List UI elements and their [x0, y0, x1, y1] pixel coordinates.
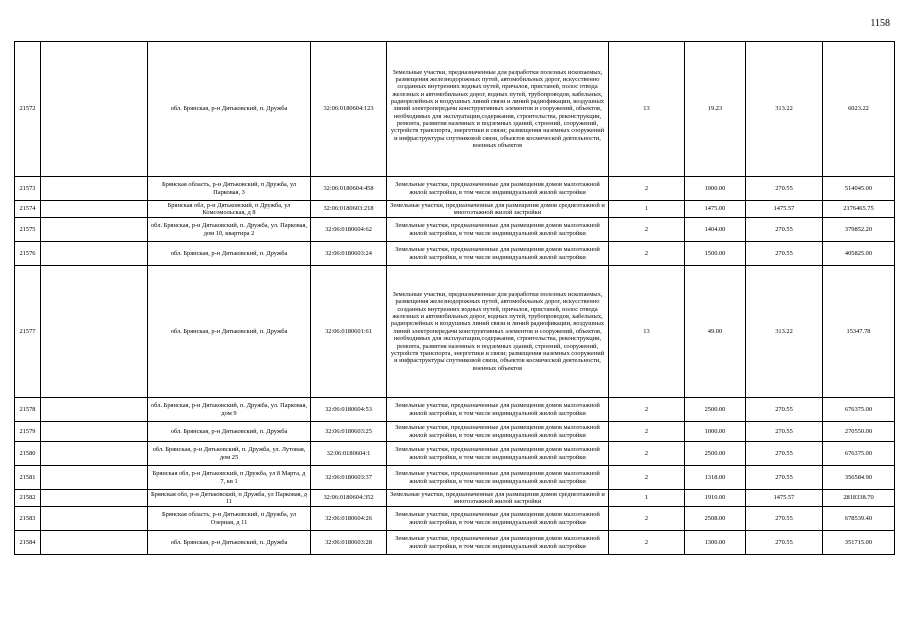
- use-group-code-cell: 1: [609, 490, 685, 507]
- table-row: [15, 201, 895, 218]
- cadastral-number-cell: 32:06:0180603:25: [311, 422, 387, 442]
- address-cell: обл. Брянская, р-н Дятьковский, п. Дружба: [148, 42, 311, 177]
- use-group-code-cell: 2: [609, 398, 685, 422]
- row-number-cell: 21572: [15, 42, 41, 177]
- row-number-cell: 21578: [15, 398, 41, 422]
- specific-value-cell: 1475.57: [746, 201, 823, 218]
- empty-cell: [41, 218, 148, 242]
- row-number-cell: 21576: [15, 242, 41, 266]
- specific-value-cell: 270.55: [746, 398, 823, 422]
- cadastral-number-cell: 32:06:0180604:352: [311, 490, 387, 507]
- cadastral-value-cell: 379852.20: [823, 218, 895, 242]
- table-row: [15, 466, 895, 490]
- cadastral-number-cell: 32:06:0180604:1: [311, 442, 387, 466]
- empty-cell: [41, 490, 148, 507]
- land-use-cell: Земельные участки, предназначенные для размещения домов малоэтажной жилой застройки, в том числе индивидуальной жилой застройки: [387, 398, 609, 422]
- empty-cell: [41, 201, 148, 218]
- area-cell: 19.23: [685, 42, 746, 177]
- table-row: [15, 218, 895, 242]
- specific-value-cell: 270.55: [746, 177, 823, 201]
- address-cell: обл. Брянская, р-н Дятьковский, п. Дружба, ул. Парковая, дом 9: [148, 398, 311, 422]
- cadastral-value-cell: 405825.00: [823, 242, 895, 266]
- address-cell: обл. Брянская, р-н Дятьковский, п. Дружба: [148, 531, 311, 555]
- use-group-code-cell: 2: [609, 218, 685, 242]
- area-cell: 1910.00: [685, 490, 746, 507]
- row-number-cell: 21583: [15, 507, 41, 531]
- cadastral-number-cell: 32:06:0180603:24: [311, 242, 387, 266]
- empty-cell: [41, 177, 148, 201]
- address-cell: Брянская область, р-н Дятьковский, п Дружба, ул Парковая, 3: [148, 177, 311, 201]
- empty-cell: [41, 466, 148, 490]
- row-number-cell: 21580: [15, 442, 41, 466]
- row-number-cell: 21573: [15, 177, 41, 201]
- use-group-code-cell: 2: [609, 422, 685, 442]
- specific-value-cell: 313.22: [746, 42, 823, 177]
- cadastral-value-cell: 356584.90: [823, 466, 895, 490]
- address-cell: обл. Брянская, р-н Дятьковский, п. Дружба: [148, 266, 311, 398]
- area-cell: 49.00: [685, 266, 746, 398]
- cadastral-number-cell: 32:06:0180604:26: [311, 507, 387, 531]
- cadastral-value-cell: 676375.00: [823, 398, 895, 422]
- specific-value-cell: 270.55: [746, 531, 823, 555]
- table-row: [15, 531, 895, 555]
- area-cell: 1500.00: [685, 242, 746, 266]
- cadastral-number-cell: 32:06:0180604:123: [311, 42, 387, 177]
- empty-cell: [41, 422, 148, 442]
- empty-cell: [41, 531, 148, 555]
- address-cell: Брянская обл, р-н Дятьковский, п Дружба, ул Парковая, д 11: [148, 490, 311, 507]
- use-group-code-cell: 2: [609, 531, 685, 555]
- area-cell: 1000.00: [685, 422, 746, 442]
- cadastral-value-cell: 15347.78: [823, 266, 895, 398]
- use-group-code-cell: 2: [609, 177, 685, 201]
- land-use-cell: Земельные участки, предназначенные для размещения домов среднеэтажной и многоэтажной жилой застройки: [387, 201, 609, 218]
- cadastral-value-cell: 678539.40: [823, 507, 895, 531]
- land-use-cell: Земельные участки, предназначенные для разработки полезных ископаемых, размещения железнодорожных путей, автомобильных дорог, искусственно созданных внутренних водных путей, причалов, пристаней, полос отвода железных и автомобильных дорог, водных путей, трубопроводов, кабельных, радиорелейных и воздушных линий связи и линий радиофикации, воздушных линий электропередачи конструктивных элементов и сооружений, объектов, необходимых для эксплуатации,содержания, строительства, реконструкции, ремонта, развития наземных и подземных зданий, строений, сооружений, устройств транспорта, энергетики и связи; размещения наземных сооружений и инфраструктуры спутниковой связи, объектов космической деятельности, военных объектов: [387, 266, 609, 398]
- land-use-cell: Земельные участки, предназначенные для размещения домов малоэтажной жилой застройки, в том числе индивидуальной жилой застройки: [387, 242, 609, 266]
- land-use-cell: Земельные участки, предназначенные для размещения домов малоэтажной жилой застройки, в том числе индивидуальной жилой застройки: [387, 507, 609, 531]
- land-use-cell: Земельные участки, предназначенные для размещения домов малоэтажной жилой застройки, в том числе индивидуальной жилой застройки: [387, 466, 609, 490]
- area-cell: 1900.00: [685, 177, 746, 201]
- area-cell: 1300.00: [685, 531, 746, 555]
- registry-table: [14, 41, 895, 555]
- land-use-cell: Земельные участки, предназначенные для размещения домов малоэтажной жилой застройки, в том числе индивидуальной жилой застройки: [387, 422, 609, 442]
- specific-value-cell: 270.55: [746, 507, 823, 531]
- row-number-cell: 21582: [15, 490, 41, 507]
- table-row: [15, 442, 895, 466]
- table-row: [15, 422, 895, 442]
- land-use-cell: Земельные участки, предназначенные для размещения домов среднеэтажной и многоэтажной жилой застройки: [387, 490, 609, 507]
- use-group-code-cell: 13: [609, 42, 685, 177]
- use-group-code-cell: 2: [609, 507, 685, 531]
- table-row: [15, 177, 895, 201]
- use-group-code-cell: 2: [609, 466, 685, 490]
- area-cell: 1475.00: [685, 201, 746, 218]
- area-cell: 1318.00: [685, 466, 746, 490]
- cadastral-number-cell: 32:06:0180604:458: [311, 177, 387, 201]
- use-group-code-cell: 13: [609, 266, 685, 398]
- empty-cell: [41, 442, 148, 466]
- cadastral-number-cell: 32:06:0180603:218: [311, 201, 387, 218]
- address-cell: обл. Брянская, р-н Дятьковский, п. Дружба, ул. Лутовая, дом 25: [148, 442, 311, 466]
- address-cell: Брянская обл, р-н Дятьковский, п Дружба, ул 8 Марта, д 7, кв 1: [148, 466, 311, 490]
- cadastral-number-cell: 32:06:0180603:37: [311, 466, 387, 490]
- cadastral-number-cell: 32:06:0180601:61: [311, 266, 387, 398]
- address-cell: обл. Брянская, р-н Дятьковский, п. Дружба: [148, 242, 311, 266]
- address-cell: обл. Брянская, р-н Дятьковский, п. Дружба: [148, 422, 311, 442]
- table-row: [15, 398, 895, 422]
- land-use-cell: Земельные участки, предназначенные для размещения домов малоэтажной жилой застройки, в том числе индивидуальной жилой застройки: [387, 218, 609, 242]
- empty-cell: [41, 507, 148, 531]
- area-cell: 2500.00: [685, 398, 746, 422]
- table-row: [15, 242, 895, 266]
- specific-value-cell: 270.55: [746, 466, 823, 490]
- land-use-cell: Земельные участки, предназначенные для разработки полезных ископаемых, размещения железнодорожных путей, автомобильных дорог, искусственно созданных внутренних водных путей, причалов, пристаней, полос отвода железных и автомобильных дорог, водных путей, трубопроводов, кабельных, радиорелейных и воздушных линий связи и линий радиофикации, воздушных линий электропередачи конструктивных элементов и сооружений, объектов, необходимых для эксплуатации,содержания, строительства, реконструкции, ремонта, развития наземных и подземных зданий, строений, сооружений, устройств транспорта, энергетики и связи; размещения наземных сооружений и инфраструктуры спутниковой связи, объектов космической деятельности, военных объектов: [387, 42, 609, 177]
- row-number-cell: 21577: [15, 266, 41, 398]
- land-use-cell: Земельные участки, предназначенные для размещения домов малоэтажной жилой застройки, в том числе индивидуальной жилой застройки: [387, 442, 609, 466]
- table-row: [15, 42, 895, 177]
- cadastral-number-cell: 32:06:0180604:62: [311, 218, 387, 242]
- use-group-code-cell: 2: [609, 242, 685, 266]
- row-number-cell: 21579: [15, 422, 41, 442]
- empty-cell: [41, 398, 148, 422]
- area-cell: 2500.00: [685, 442, 746, 466]
- page-number: 1158: [870, 18, 890, 29]
- row-number-cell: 21574: [15, 201, 41, 218]
- specific-value-cell: 270.55: [746, 422, 823, 442]
- cadastral-value-cell: 6023.22: [823, 42, 895, 177]
- specific-value-cell: 313.22: [746, 266, 823, 398]
- use-group-code-cell: 1: [609, 201, 685, 218]
- table-row: [15, 507, 895, 531]
- row-number-cell: 21581: [15, 466, 41, 490]
- row-number-cell: 21584: [15, 531, 41, 555]
- specific-value-cell: 270.55: [746, 442, 823, 466]
- cadastral-number-cell: 32:06:0180604:53: [311, 398, 387, 422]
- address-cell: обл. Брянская, р-н Дятьковский, п. Дружба, ул. Парковая, дом 10, квартира 2: [148, 218, 311, 242]
- cadastral-value-cell: 351715.00: [823, 531, 895, 555]
- specific-value-cell: 1475.57: [746, 490, 823, 507]
- area-cell: 2508.00: [685, 507, 746, 531]
- area-cell: 1404.00: [685, 218, 746, 242]
- cadastral-number-cell: 32:06:0180603:28: [311, 531, 387, 555]
- cadastral-value-cell: 514045.00: [823, 177, 895, 201]
- address-cell: Брянская обл, р-н Дятьковский, п Дружба, ул Комсомольская, д 8: [148, 201, 311, 218]
- cadastral-value-cell: 270550.00: [823, 422, 895, 442]
- land-use-cell: Земельные участки, предназначенные для размещения домов малоэтажной жилой застройки, в том числе индивидуальной жилой застройки: [387, 531, 609, 555]
- row-number-cell: 21575: [15, 218, 41, 242]
- cadastral-value-cell: 676375.00: [823, 442, 895, 466]
- registry-body: [15, 42, 895, 555]
- address-cell: Брянская область, р-н Дятьковский, п Дружба, ул Озерная, д 11: [148, 507, 311, 531]
- empty-cell: [41, 242, 148, 266]
- use-group-code-cell: 2: [609, 442, 685, 466]
- specific-value-cell: 270.55: [746, 242, 823, 266]
- empty-cell: [41, 266, 148, 398]
- land-use-cell: Земельные участки, предназначенные для размещения домов малоэтажной жилой застройки, в том числе индивидуальной жилой застройки: [387, 177, 609, 201]
- cadastral-value-cell: 2818338.70: [823, 490, 895, 507]
- table-row: [15, 490, 895, 507]
- empty-cell: [41, 42, 148, 177]
- table-row: [15, 266, 895, 398]
- cadastral-value-cell: 2176465.75: [823, 201, 895, 218]
- specific-value-cell: 270.55: [746, 218, 823, 242]
